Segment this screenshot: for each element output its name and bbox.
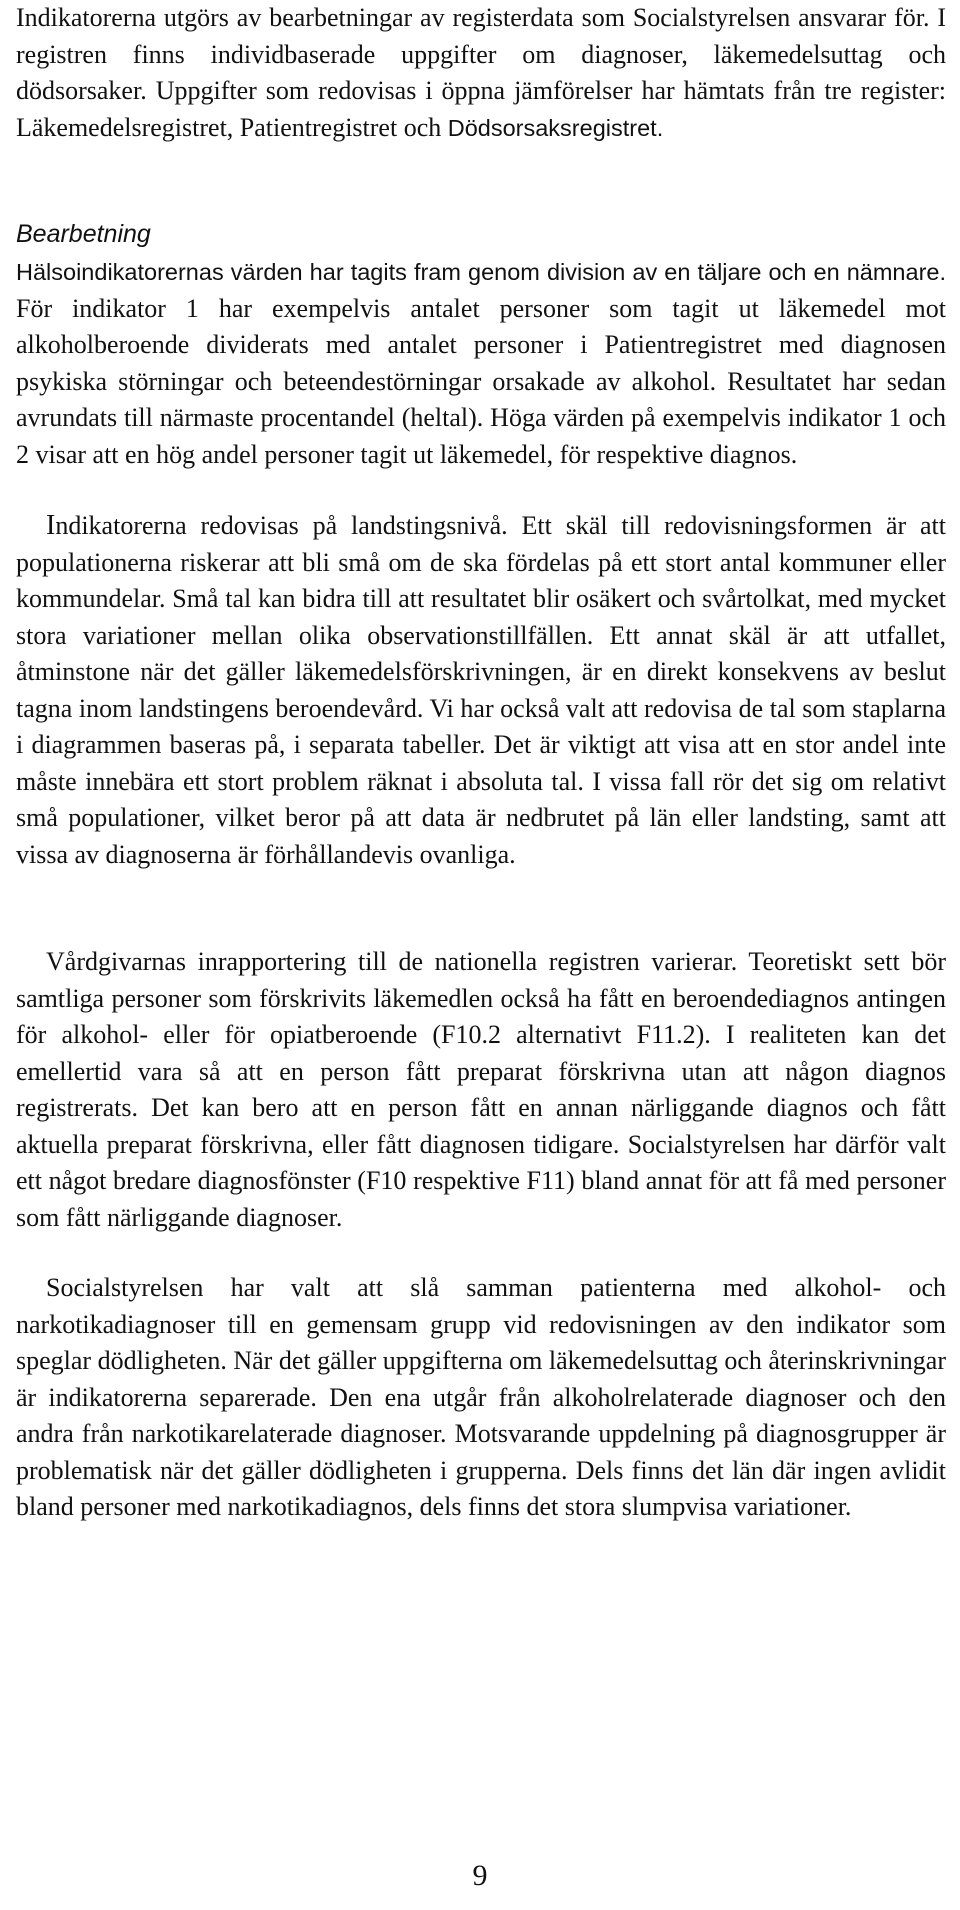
paragraph-redovisning (16, 508, 946, 873)
intro-paragraph (16, 0, 946, 146)
paragraph-redovisning-text: ndikatorerna redovisas på landstingsnivå. Ett skäl till redovisningsformen är att populationerna riskerar att bli små om de ska fördelas på ett stort antal kommuner eller kommundelar. Små tal kan bidra till att resultatet blir osäkert och svårtolkat, med mycket stora variationer mellan olika observationstillfällen. Ett annat skäl är att utfallet, åtminstone när det gäller läkemedelsförskrivningen, är en direkt konsekvens av beslut tagna inom landstingens beroendevård. Vi har också valt att redovisa de tal som staplarna i diagrammen baseras på, i separata tabeller. Det är viktigt att visa att en stor andel inte måste innebära ett stort problem räknat i absoluta tal. I vissa fall rör det sig om relativt små populationer, vilket beror på att data är nedbrutet på län eller landsting, samt att vissa av diagnoserna är förhållandevis ovanliga. (16, 511, 946, 869)
page-number: 9 (472, 1859, 488, 1892)
bearbetning-lead-text: Hälsoindikatorernas värden har tagits fram genom division av en täljare och en nämnare. (16, 259, 946, 285)
intro-paragraph-text: Indikatorerna utgörs av bearbetningar av registerdata som Socialstyrelsen ansvarar för. I registren finns individbaserade uppgifter om diagnoser, läkemedelsuttag och dödsorsaker. Uppgifter som redovisas i öppna jämförelser har hämtats från tre register: Läkemedelsregistret, Patientregistret och (16, 3, 946, 142)
paragraph-redovisning-initial: I (46, 510, 56, 541)
section-heading-bearbetning: Bearbetning (16, 220, 151, 248)
intro-paragraph-tail: Dödsorsaksregistret. (447, 114, 664, 141)
paragraph-inrapportering: Vårdgivarnas inrapportering till de nationella registren varierar. Teoretiskt sett bör samtliga personer som förskrivits läkemedlen också ha fått en beroendediagnos antingen för alkohol- eller för opiatberoende (F10.2 alternativt F11.2). I realiteten kan det emellertid vara så att en person fått preparat förskrivna utan att någon diagnos registrerats. Det kan bero att en person fått en annan närliggande diagnos och fått aktuella preparat förskrivna, eller fått diagnosen tidigare. Socialstyrelsen har därför valt ett något bredare diagnosfönster (F10 respektive F11) bland annat för att få med personer som fått närliggande diagnoser. (16, 947, 946, 1232)
paragraph-dodlighet: Socialstyrelsen har valt att slå samman patienterna med alkohol- och narkotikadiagnoser till en gemensam grupp vid redovisningen av den indikator som speglar dödligheten. När det gäller uppgifterna om läkemedelsuttag och återinskrivningar är indikatorerna separerade. Den ena utgår från alkoholrelaterade diagnoser och den andra från narkotikarelaterade diagnoser. Motsvarande uppdelning på diagnosgrupper är problematisk när det gäller dödligheten i grupperna. Dels finns det län där ingen avlidit bland personer med narkotikadiagnos, dels finns det stora slumpvisa variationer. (16, 1273, 946, 1521)
bearbetning-rest-text: För indikator 1 har exempelvis antalet personer som tagit ut läkemedel mot alkoholberoende dividerats med antalet personer i Patientregistret med diagnosen psykiska störningar och beteendestörningar orsakade av alkohol. Resultatet har sedan avrundats till närmaste procentandel (heltal). Höga värden på exempelvis indikator 1 och 2 visar att en hög andel personer tagit ut läkemedel, för respektive diagnos. (16, 293, 946, 469)
bearbetning-paragraph (16, 254, 946, 473)
